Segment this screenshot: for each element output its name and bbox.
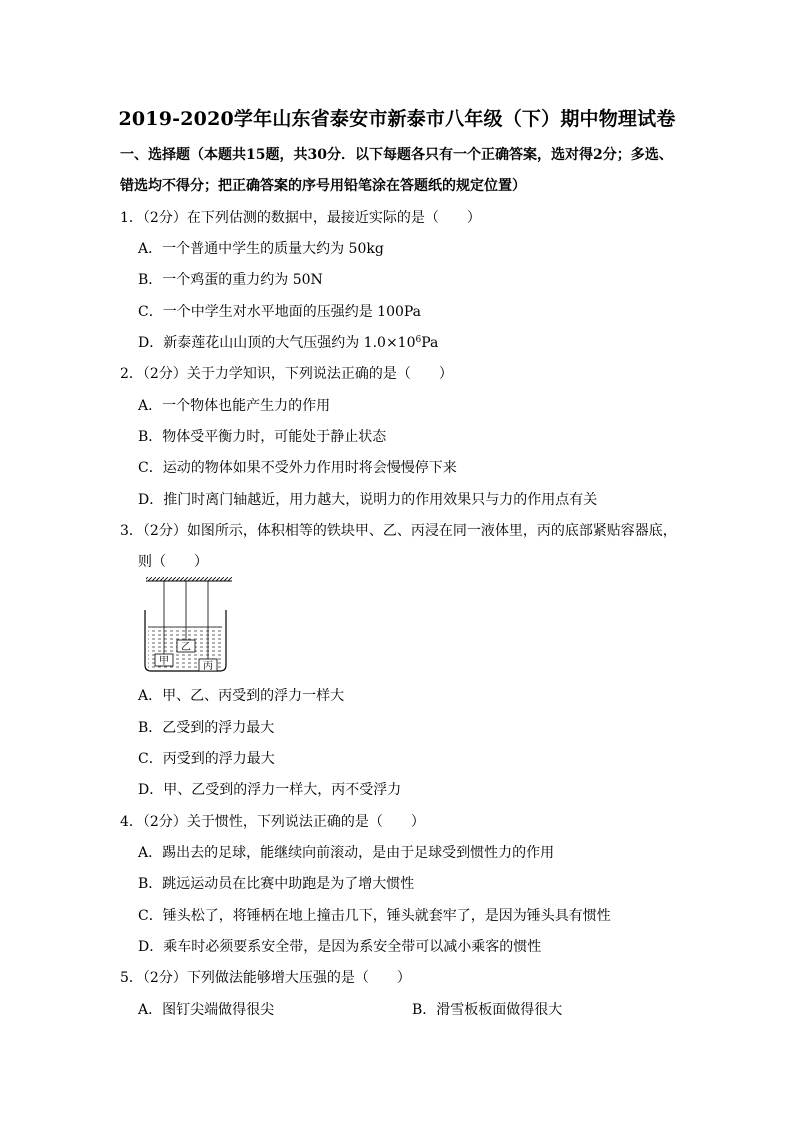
question-3-option-d: D．甲、乙受到的浮力一样大，丙不受浮力 — [138, 782, 402, 798]
question-2-option-c: C．运动的物体如果不受外力作用时将会慢慢停下来 — [138, 460, 457, 476]
page-title: 2019-2020学年山东省泰安市新泰市八年级（下）期中物理试卷 — [118, 108, 676, 130]
label-bing: 丙 — [203, 661, 213, 672]
question-4-option-b: B．跳远运动员在比赛中助跑是为了增大惯性 — [138, 876, 415, 892]
question-4-stem: 4．（2分）关于惯性，下列说法正确的是（ ） — [120, 814, 425, 830]
question-1-stem: 1．（2分）在下列估测的数据中，最接近实际的是（ ） — [120, 210, 481, 226]
question-3-stem: 3．（2分）如图所示，体积相等的铁块甲、乙、丙浸在同一液体里，丙的底部紧贴容器底， — [120, 523, 677, 539]
question-5-option-b: B．滑雪板板面做得很大 — [412, 1002, 563, 1018]
ceiling-hatch — [146, 577, 232, 581]
buoyancy-container-figure — [140, 577, 236, 675]
question-1-option-b: B．一个鸡蛋的重力约为 50N — [138, 272, 323, 288]
question-4-option-c: C．锤头松了，将锤柄在地上撞击几下，锤头就套牢了，是因为锤头具有惯性 — [138, 908, 611, 924]
label-yi: 乙 — [181, 642, 191, 653]
question-1-option-d: D．新泰莲花山山顶的大气压强约为 $1.0\times 10^6Pa$ — [138, 335, 439, 351]
question-1-option-a: A．一个普通中学生的质量大约为 50kg — [138, 241, 384, 257]
question-4-option-d: D．乘车时必须要系安全带，是因为系安全带可以减小乘客的惯性 — [138, 939, 542, 955]
section-instructions-line2: 错选均不得分；把正确答案的序号用铅笔涂在答题纸的规定位置） — [120, 178, 526, 194]
question-3-stem-continued: 则（ ） — [138, 554, 208, 570]
question-2-option-d: D．推门时离门轴越近，用力越大，说明力的作用效果只与力的作用点有关 — [138, 492, 598, 508]
question-1-option-c: C．一个中学生对水平地面的压强约是 100Pa — [138, 304, 422, 320]
question-4-option-a: A．踢出去的足球，能继续向前滚动，是由于足球受到惯性力的作用 — [138, 845, 555, 861]
question-2-option-a: A．一个物体也能产生力的作用 — [138, 398, 331, 414]
section-instructions-line1: 一、选择题（本题共15题，共30分．以下每题各只有一个正确答案，选对得2分；多选、 — [120, 147, 673, 163]
question-5-option-a: A．图钉尖端做得很尖 — [138, 1002, 275, 1018]
question-3-option-c: C．丙受到的浮力最大 — [138, 751, 275, 767]
label-jia: 甲 — [159, 656, 169, 667]
question-3-option-a: A．甲、乙、丙受到的浮力一样大 — [138, 688, 345, 704]
question-2-option-b: B．物体受平衡力时，可能处于静止状态 — [138, 429, 387, 445]
question-2-stem: 2．（2分）关于力学知识，下列说法正确的是（ ） — [120, 366, 453, 382]
question-5-stem: 5．（2分）下列做法能够增大压强的是（ ） — [120, 970, 411, 986]
question-3-option-b: B．乙受到的浮力最大 — [138, 720, 275, 736]
